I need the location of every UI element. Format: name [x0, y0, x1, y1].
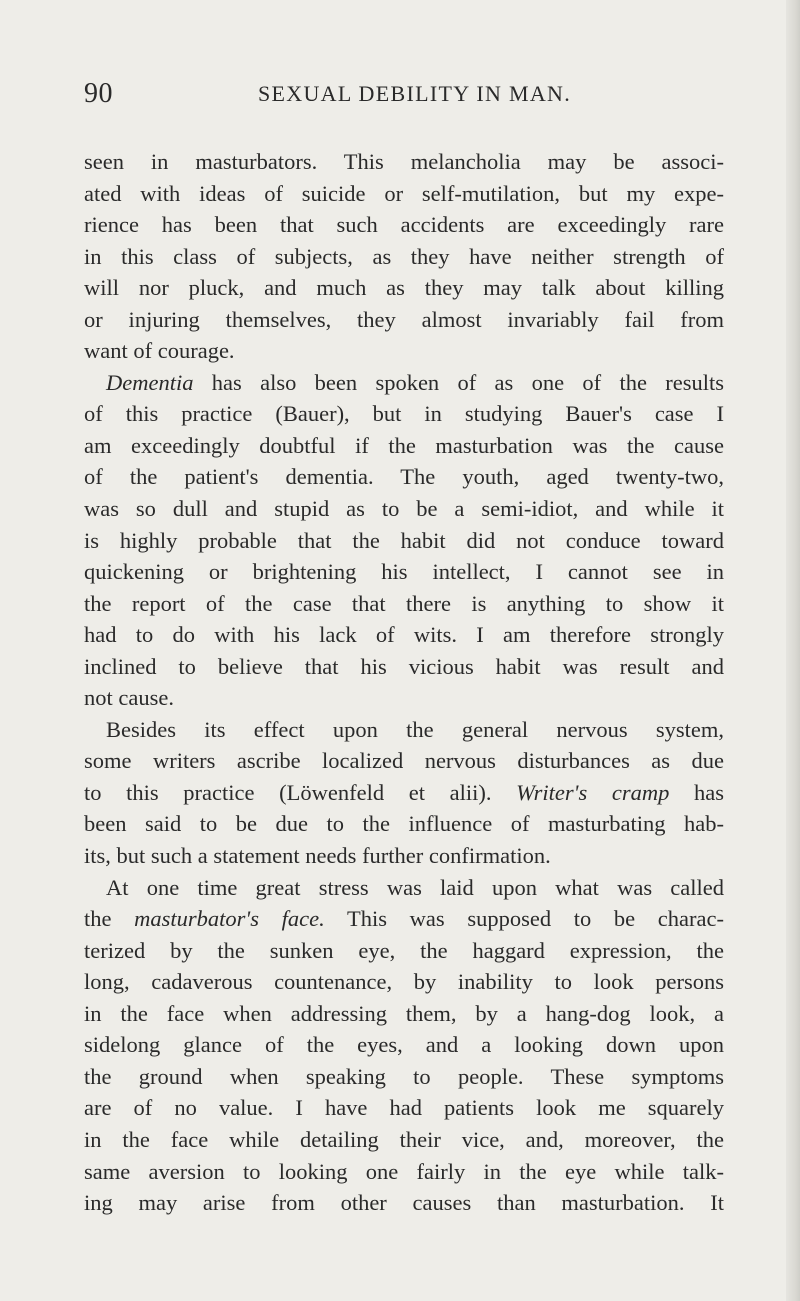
italic-term-dementia: Dementia — [106, 369, 194, 395]
text-line: Besides its effect upon the general nervous system, — [106, 716, 724, 742]
page-edge — [786, 0, 800, 1301]
text-line: or injuring themselves, they almost invariably fail from — [84, 306, 724, 332]
text-line: inclined to believe that his vicious habit was result and — [84, 653, 724, 679]
text-line: Dementia has also been spoken of as one of the results — [106, 369, 724, 395]
text-line: some writers ascribe localized nervous disturbances as due — [84, 748, 724, 774]
text-line: quickening or brightening his intellect, I cannot see in — [84, 559, 724, 585]
text-line: had to do with his lack of wits. I am therefore strongly — [84, 622, 724, 648]
italic-term-masturbators-face: masturbator's face. — [134, 906, 325, 932]
text-line: to this practice (Löwenfeld et alii). Writer's cramp has — [84, 779, 725, 805]
text-line: not cause. — [84, 685, 174, 711]
text-line: terized by the sunken eye, the haggard expression, the — [84, 937, 724, 963]
text-line: the masturbator's face. This was supposed to be charac- — [84, 906, 724, 932]
text-line: in this class of subjects, as they have neither strength of — [84, 243, 724, 269]
text-line: long, cadaverous countenance, by inability to look persons — [84, 969, 724, 995]
text-line: will nor pluck, and much as they may talk about killing — [84, 275, 724, 301]
text-line: of the patient's dementia. The youth, aged twenty-two, — [84, 464, 724, 490]
text-line: same aversion to looking one fairly in the eye while talk- — [84, 1158, 724, 1184]
text-line: rience has been that such accidents are exceedingly rare — [84, 212, 724, 238]
text-line: ated with ideas of suicide or self-mutilation, but my expe- — [84, 180, 724, 206]
text-line: seen in masturbators. This melancholia may be associ- — [84, 149, 724, 174]
text-line: am exceedingly doubtful if the masturbation was the cause — [84, 432, 724, 458]
body-text — [84, 146, 724, 1219]
text-line: its, but such a statement needs further confirmation. — [84, 843, 551, 869]
page-number: 90 — [84, 78, 113, 109]
italic-term-writers-cramp: Writer's cramp — [516, 779, 670, 805]
text-line: sidelong glance of the eyes, and a looking down upon — [84, 1032, 724, 1058]
text-line: was so dull and stupid as to be a semi-idiot, and while it — [84, 496, 724, 522]
text-line: the ground when speaking to people. These symptoms — [84, 1063, 724, 1089]
text-line: are of no value. I have had patients look me squarely — [84, 1095, 724, 1121]
text-line: in the face when addressing them, by a hang-dog look, a — [84, 1000, 724, 1026]
text-line: ing may arise from other causes than masturbation. It — [84, 1190, 724, 1216]
text-line: want of courage. — [84, 338, 235, 364]
page-header — [84, 74, 704, 114]
text-line: is highly probable that the habit did not conduce toward — [84, 527, 724, 553]
running-head: SEXUAL DEBILITY IN MAN. — [258, 81, 572, 106]
text-line: of this practice (Bauer), but in studying Bauer's case I — [84, 401, 724, 427]
text-line: in the face while detailing their vice, and, moreover, the — [84, 1126, 724, 1152]
text-line: been said to be due to the influence of masturbating hab- — [84, 811, 724, 837]
text-line: the report of the case that there is anything to show it — [84, 590, 724, 616]
text-line: At one time great stress was laid upon what was called — [106, 874, 724, 900]
